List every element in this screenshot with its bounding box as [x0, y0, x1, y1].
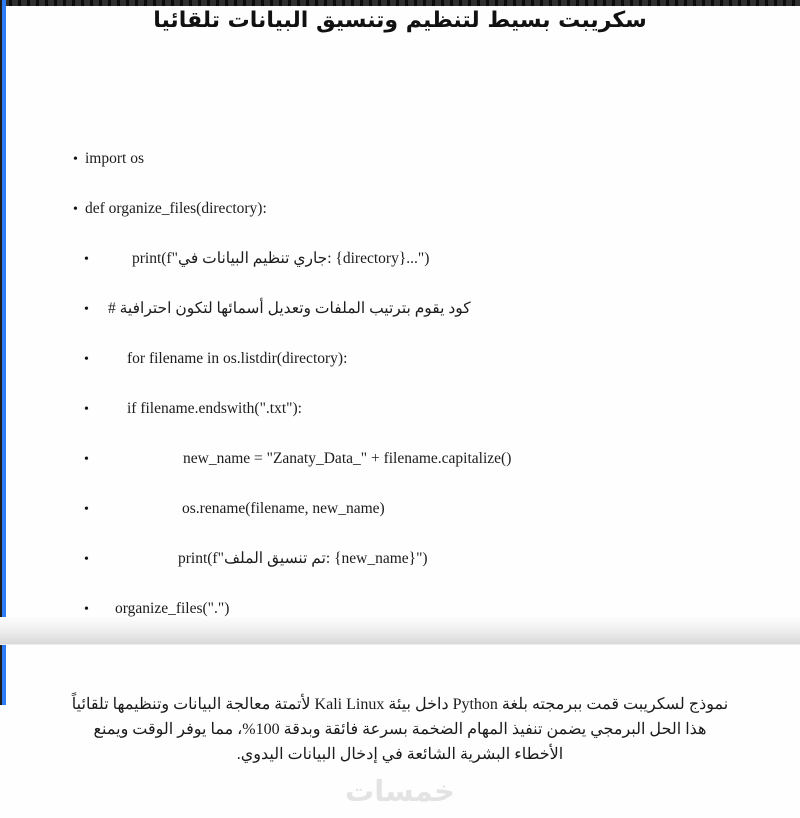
code-text: import os — [85, 150, 144, 167]
description-line: هذا الحل البرمجي يضمن تنفيذ المهام الضخمة بسرعة فائقة وبدقة 100%، مما يوفر الوقت ويمنع — [93, 721, 707, 738]
bullet-icon: • — [84, 302, 89, 317]
bullet-icon: • — [84, 402, 89, 417]
code-line — [84, 534, 794, 584]
bullet-icon: • — [73, 202, 78, 217]
bullet-icon: • — [84, 352, 89, 367]
bullet-icon: • — [84, 552, 89, 567]
section-divider-band — [0, 617, 800, 645]
khamsat-watermark: خمسات — [345, 774, 455, 808]
description-paragraph — [40, 692, 760, 767]
top-border-bar — [0, 0, 800, 6]
code-line — [73, 134, 794, 184]
code-line — [84, 484, 794, 534]
code-text: def organize_files(directory): — [85, 200, 267, 217]
code-line — [84, 334, 794, 384]
code-line — [84, 234, 794, 284]
description-line: نموذج لسكريبت قمت ببرمجته بلغة Python داخل بيئة Kali Linux لأتمتة معالجة البيانات وتنظيمها تلقائياً — [71, 696, 729, 713]
page-title: سكريبت بسيط لتنظيم وتنسيق البيانات تلقائيا — [153, 8, 647, 33]
code-line-comment — [84, 284, 794, 334]
code-listing — [0, 134, 794, 634]
code-text: new_name = "Zanaty_Data_" + filename.capitalize() — [183, 450, 512, 467]
bullet-icon: • — [84, 452, 89, 467]
code-text: organize_files(".") — [115, 600, 230, 617]
bullet-icon: • — [84, 252, 89, 267]
code-line — [84, 384, 794, 434]
code-text: os.rename(filename, new_name) — [182, 500, 385, 517]
code-text: # كود يقوم بترتيب الملفات وتعديل أسمائها لتكون احترافية — [108, 300, 471, 317]
bullet-icon: • — [84, 602, 89, 617]
bullet-icon: • — [73, 152, 78, 167]
code-text: print(f"تم تنسيق الملف: {new_name}") — [178, 550, 428, 567]
code-line — [84, 434, 794, 484]
code-text: print(f"جاري تنظيم البيانات في: {directory}...") — [132, 250, 430, 267]
code-text: if filename.endswith(".txt"): — [127, 400, 302, 417]
bullet-icon: • — [84, 502, 89, 517]
code-line — [73, 184, 794, 234]
code-text: for filename in os.listdir(directory): — [127, 350, 348, 367]
description-line: الأخطاء البشرية الشائعة في إدخال البيانات اليدوي. — [236, 746, 564, 763]
